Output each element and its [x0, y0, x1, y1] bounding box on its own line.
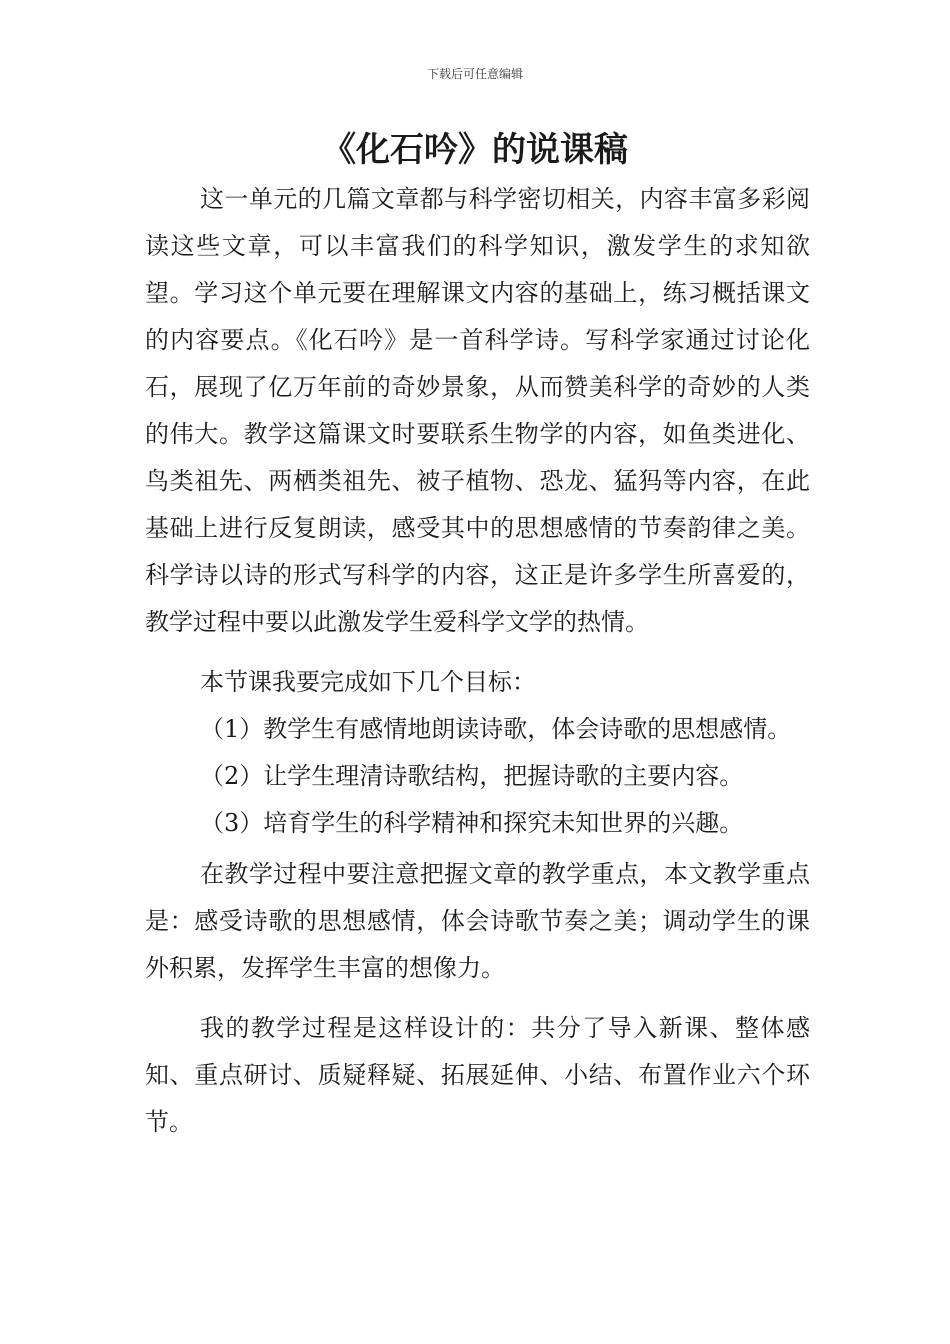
process-paragraph: 我的教学过程是这样设计的：共分了导入新课、整体感知、重点研讨、质疑释疑、拓展延伸、小结、布置作业六个环节。 [145, 1014, 810, 1136]
goals-intro-paragraph: 本节课我要完成如下几个目标： [200, 668, 536, 696]
goal-item-3: （3）培育学生的科学精神和探究未知世界的兴趣。 [200, 809, 744, 837]
key-points-paragraph: 在教学过程中要注意把握文章的教学重点，本文教学重点是：感受诗歌的思想感情，体会诗歌节奏之美；调动学生的课外积累，发挥学生丰富的想像力。 [145, 860, 810, 982]
goal-item-1: （1）教学生有感情地朗读诗歌，体会诗歌的思想感情。 [200, 715, 792, 743]
document-title: 《化石吟》的说课稿 [322, 130, 628, 170]
header-note: 下载后可任意编辑 [426, 67, 523, 81]
document-body [145, 176, 810, 1146]
intro-paragraph: 这一单元的几篇文章都与科学密切相关，内容丰富多彩阅读这些文章，可以丰富我们的科学知识，激发学生的求知欲望。学习这个单元要在理解课文内容的基础上，练习概括课文的内容要点。《化石吟》是一首科学诗。写科学家通过讨论化石，展现了亿万年前的奇妙景象，从而赞美科学的奇妙的人类的伟大。教学这篇课文时要联系生物学的内容，如鱼类进化、鸟类祖先、两栖类祖先、被子植物、恐龙、猛犸等内容，在此基础上进行反复朗读，感受其中的思想感情的节奏韵律之美。科学诗以诗的形式写科学的内容，这正是许多学生所喜爱的，教学过程中要以此激发学生爱科学文学的热情。 [145, 185, 810, 636]
goals-list [145, 706, 810, 847]
goal-item-2: （2）让学生理清诗歌结构，把握诗歌的主要内容。 [200, 762, 744, 790]
